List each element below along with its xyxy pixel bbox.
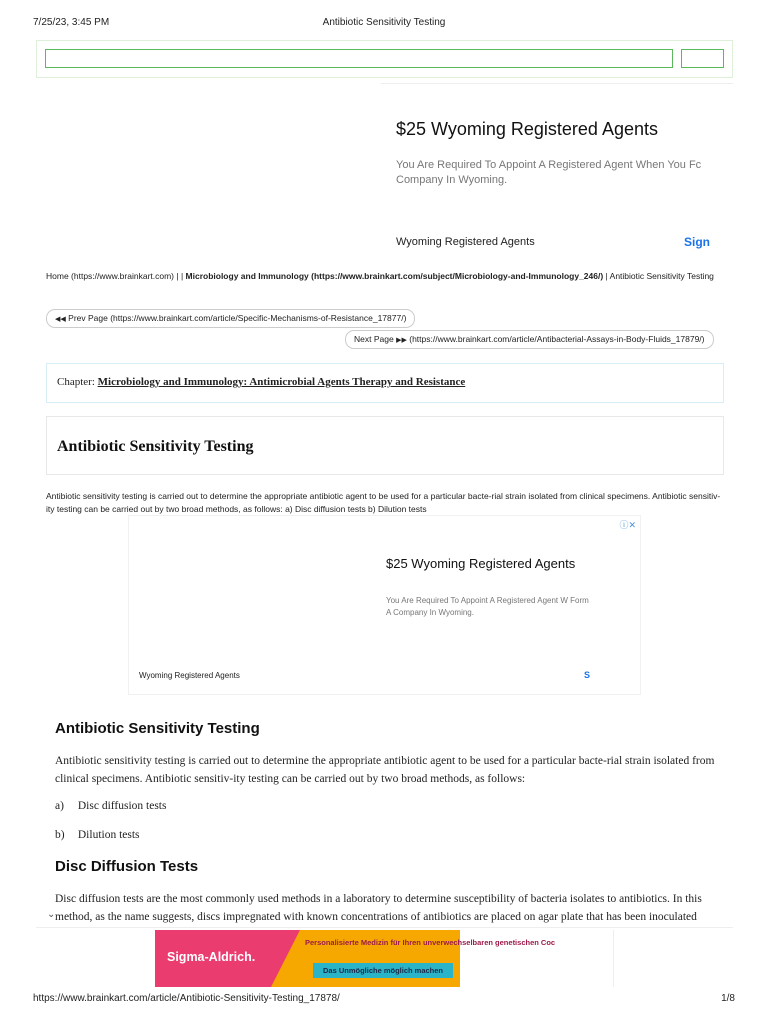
article-summary: Antibiotic sensitivity testing is carried out to determine the appropriate antibiotic agent to be used for a particular bacte-rial strain isolated from clinical specimens. Antibiotic sensitiv-ity testing can be carried out by two broad methods, as follows: a) Disc diffusion tests b) Dilution tests — [46, 491, 721, 514]
divider — [36, 927, 733, 928]
ad-advertiser: Wyoming Registered Agents — [396, 236, 535, 248]
mid-advertisement[interactable] — [128, 515, 641, 695]
list-text: Dilution tests — [77, 829, 140, 841]
ad-description: You Are Required To Appoint A Registered Agent When You Fc Company In Wyoming. — [396, 159, 702, 186]
search-input[interactable] — [45, 49, 673, 68]
chapter-box — [46, 363, 724, 403]
article-paragraph: Antibiotic sensitivity testing is carried out to determine the appropriate antibiotic agent to be used for a particular bacte-rial strain isolated from clinical specimens. Antibiotic sensitiv-ity testing can be carried out by two broad methods, as follows: — [55, 755, 715, 785]
breadcrumb-current: | Antibiotic Sensitivity Testing — [605, 271, 714, 281]
next-page-button[interactable] — [345, 330, 714, 349]
breadcrumb — [46, 269, 716, 283]
list-text: Disc diffusion tests — [77, 800, 167, 812]
ad-description: You Are Required To Appoint A Registered Agent W Form A Company In Wyoming. — [386, 596, 589, 617]
chevron-down-icon[interactable]: ⌄ — [47, 909, 56, 920]
print-url: https://www.brainkart.com/article/Antibiotic-Sensitivity-Testing_17878/ — [33, 993, 340, 1004]
list-item — [55, 829, 140, 841]
search-button[interactable] — [681, 49, 724, 68]
ad-cta-link[interactable]: S — [584, 670, 591, 680]
ad-advertiser: Wyoming Registered Agents — [139, 671, 240, 680]
article-paragraph-2: Disc diffusion tests are the most commonly used methods in a laboratory to determine susceptibility of bacteria isolates to antibiotics. In this method, as the name suggests, discs impregnated with known concentrations of antibiotics are placed on agar plate that has been inoculated — [55, 893, 702, 923]
title-box — [46, 416, 724, 475]
double-right-arrow-icon: ▶▶ — [396, 337, 407, 344]
ad-choices-icon[interactable]: ⓘ✕ — [619, 520, 636, 530]
article-heading: Antibiotic Sensitivity Testing — [55, 720, 260, 737]
list-marker: a) — [55, 800, 64, 812]
top-search-bar — [36, 40, 733, 78]
ad-headline[interactable]: $25 Wyoming Registered Agents — [386, 556, 576, 571]
section-subheading: Disc Diffusion Tests — [55, 858, 199, 875]
list-marker: b) — [55, 829, 65, 841]
print-footer — [33, 993, 735, 1004]
list-item — [55, 800, 166, 812]
breadcrumb-home[interactable]: Home (https://www.brainkart.com) | | — [46, 271, 184, 281]
next-page-label: Next Page — [354, 334, 394, 344]
bottom-advertisement[interactable] — [155, 930, 556, 987]
ad-cta-button[interactable]: Das Unmögliche möglich machen — [313, 963, 453, 978]
page-title: Antibiotic Sensitivity Testing — [57, 438, 254, 455]
ad-cta-link[interactable]: Sign — [684, 235, 710, 249]
page-number: 1/8 — [721, 993, 735, 1004]
chapter-prefix: Chapter: — [57, 376, 95, 388]
ad-text: Personalisierte Medizin für Ihren unverwechselbaren genetischen Coc — [305, 938, 556, 947]
print-datetime: 7/25/23, 3:45 PM — [33, 17, 110, 28]
top-advertisement[interactable] — [381, 83, 733, 261]
next-page-url: (https://www.brainkart.com/article/Antibacterial-Assays-in-Body-Fluids_17879/) — [409, 334, 705, 344]
ad-brand-logo: Sigma-Aldrich. — [167, 950, 256, 964]
print-header — [33, 17, 735, 31]
chapter-link[interactable]: Microbiology and Immunology: Antimicrobial Agents Therapy and Resistance — [97, 376, 466, 388]
divider — [613, 930, 614, 987]
double-left-arrow-icon: ◀◀ — [55, 316, 66, 323]
prev-page-button[interactable] — [46, 309, 415, 328]
breadcrumb-subject[interactable]: Microbiology and Immunology (https://www.brainkart.com/subject/Microbiology-and-Immunology_246/) — [185, 271, 604, 281]
ad-headline[interactable]: $25 Wyoming Registered Agents — [396, 119, 658, 139]
prev-page-label: Prev Page (https://www.brainkart.com/article/Specific-Mechanisms-of-Resistance_17877/) — [68, 313, 407, 323]
print-title: Antibiotic Sensitivity Testing — [322, 17, 446, 28]
